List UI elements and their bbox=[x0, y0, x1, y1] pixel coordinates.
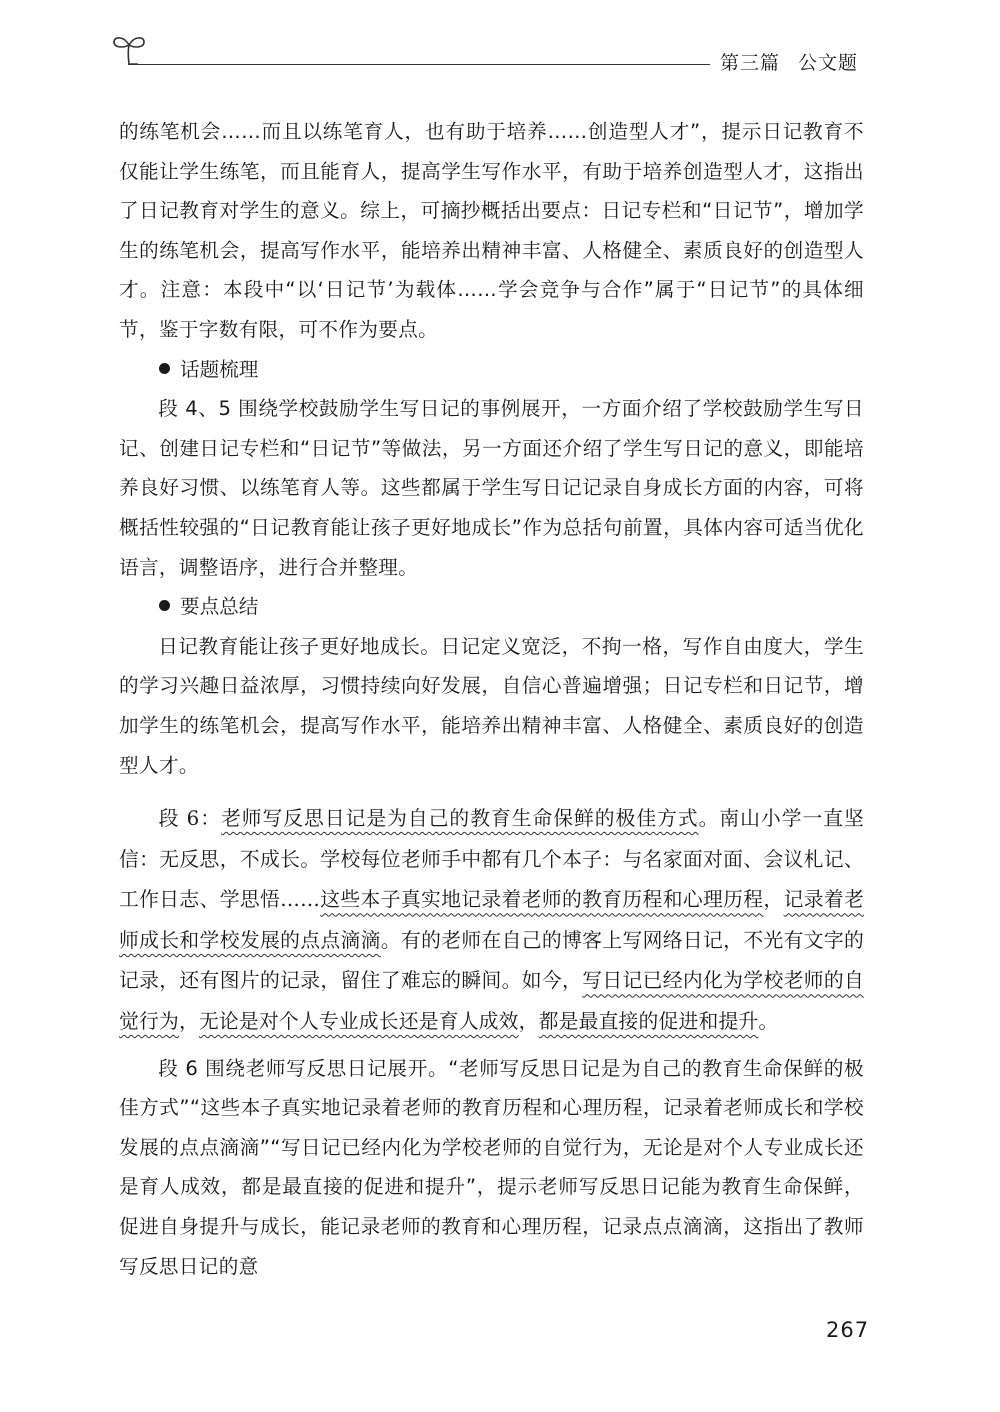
paragraph-3: 日记教育能让孩子更好地成长。日记定义宽泛，不拘一格，写作自由度大，学生的学习兴趣日益浓厚，习惯持续向好发展，自信心普遍增强；日记专栏和日记节，增加学生的练笔机会，提高写作水平，能培养出精神丰富、人格健全、素质良好的创造型人才。 bbox=[119, 634, 864, 777]
underlined-phrase: 这些本子真实地记录着老师的教育历程和心理历程 bbox=[320, 888, 764, 912]
header-rule bbox=[128, 64, 710, 65]
underlined-phrase: 都是最直接的促进和提升 bbox=[538, 1010, 759, 1034]
quote-text: 。南山小学一直坚信：无反思，不成长。学校每位老师手中都有几个本子：与名家面对面、会议札记、工作日志、学思悟…… bbox=[119, 807, 864, 912]
underlined-phrase: 老师写反思日记是为自己的教育生命保鲜的极佳方式 bbox=[220, 807, 699, 831]
page-number: 267 bbox=[826, 1318, 870, 1342]
bullet-dot-icon bbox=[159, 600, 170, 611]
bullet-heading-topic bbox=[119, 350, 864, 390]
bullet-heading-summary bbox=[119, 587, 864, 627]
underlined-phrase: 记录着老师成长和学校发展的点点滴滴 bbox=[119, 888, 864, 952]
quote-text: ， bbox=[518, 1010, 539, 1034]
page-body bbox=[119, 112, 864, 1286]
quote-text: ， bbox=[178, 1010, 199, 1034]
section-label: 第三篇 bbox=[720, 52, 781, 74]
paragraph-1: 的练笔机会……而且以练笔育人，也有助于培养……创造型人才”，提示日记教育不仅能让学生练笔，而且能育人，提高学生写作水平，有助于培养创造型人才，这指出了日记教育对学生的意义。综上，可摘抄概括出要点：日记专栏和“日记节”，增加学生的练笔机会，提高写作水平，能培养出精神丰富、人格健全、素质良好的创造型人才。注意：本段中“以‘日记节’为载体……学会竞争与合作”属于“日记节”的具体细节，鉴于字数有限，可不作为要点。 bbox=[119, 120, 864, 341]
quote-text: 。 bbox=[758, 1010, 779, 1034]
paragraph-4: 段 6 围绕老师写反思日记展开。“老师写反思日记是为自己的教育生命保鲜的极佳方式”“这些本子真实地记录着老师的教育历程和心理历程，记录着老师成长和学校发展的点点滴滴”“写日记已经内化为学校老师的自觉行为，无论是对个人专业成长还是育人成效，都是最直接的促进和提升”，提示老师写反思日记能为教育生命保鲜，促进自身提升与成长，能记录老师的教育和心理历程，记录点点滴滴，这指出了教师写反思日记的意 bbox=[119, 1056, 864, 1278]
paragraph-2: 段 4、5 围绕学校鼓励学生写日记的事例展开，一方面介绍了学校鼓励学生写日记、创建日记专栏和“日记节”等做法，另一方面还介绍了学生写日记的意义，即能培养良好习惯、以练笔育人等。这些都属于学生写日记记录自身成长方面的内容，可将概括性较强的“日记教育能让孩子更好地成长”作为总括句前置，具体内容可适当优化语言，调整语序，进行合并整理。 bbox=[119, 397, 864, 579]
page-header bbox=[0, 0, 1000, 90]
sprout-icon bbox=[112, 30, 146, 66]
quoted-passage bbox=[119, 799, 864, 1043]
quote-text: 段 6： bbox=[158, 807, 221, 831]
underlined-phrase: 无论是对个人专业成长还是育人成效 bbox=[198, 1010, 519, 1034]
quote-text: ， bbox=[763, 888, 784, 912]
quote-text: 。有的老师在自己的博客上写网络日记，不光有文字的记录，还有图片的记录，留住了难忘的瞬间。如今， bbox=[119, 928, 864, 993]
underlined-phrase: 写日记已经内化为学校老师的自觉行为 bbox=[119, 969, 864, 1034]
bullet-label: 话题梳理 bbox=[180, 357, 259, 381]
section-title: 公文题 bbox=[798, 52, 859, 74]
bullet-label: 要点总结 bbox=[180, 595, 259, 619]
header-label bbox=[720, 48, 858, 75]
bullet-dot-icon bbox=[159, 363, 170, 374]
